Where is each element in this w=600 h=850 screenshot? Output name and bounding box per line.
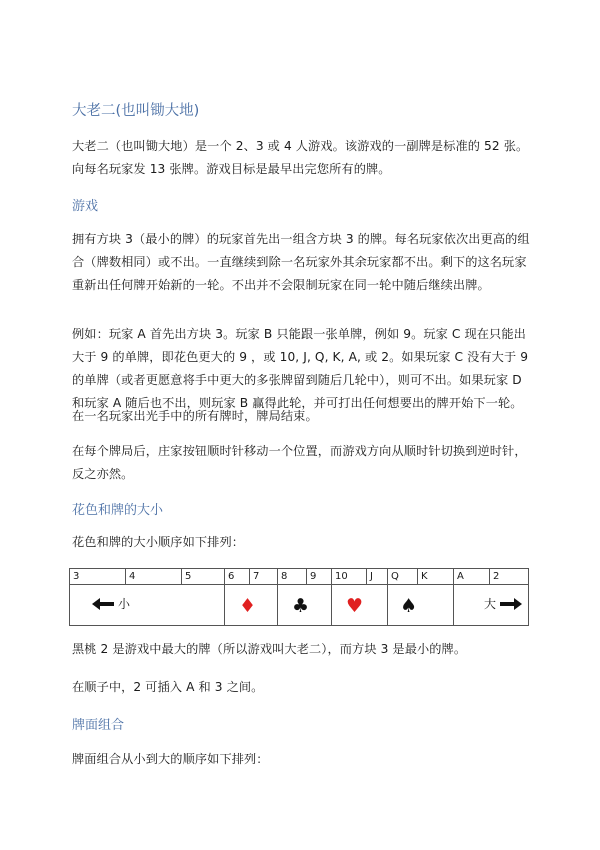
heart-icon: ♥ — [346, 595, 364, 617]
club-cell — [277, 585, 331, 626]
rank-cell: J — [366, 569, 387, 584]
big-arrow-cell — [453, 585, 529, 626]
small-label: 小 — [118, 597, 131, 611]
big-indicator — [484, 595, 522, 612]
rank-cell: 5 — [181, 569, 224, 584]
rank-cell: 10 — [331, 569, 366, 584]
combinations-paragraph: 牌面组合从小到大的顺序如下排列： — [72, 752, 269, 766]
arrow-left-icon — [92, 598, 114, 610]
club-icon: ♣ — [292, 595, 310, 617]
big-label: 大 — [484, 597, 497, 611]
rank-cell: 8 — [277, 569, 306, 584]
rank-cell: 9 — [306, 569, 331, 584]
rank-cell: A — [453, 569, 489, 584]
spade-icon: ♠ — [400, 595, 418, 617]
section-heading-suits: 花色和牌的大小 — [72, 503, 164, 518]
section-heading-combinations: 牌面组合 — [72, 718, 125, 733]
rank-cell: K — [417, 569, 453, 584]
page-title: 大老二(也叫锄大地) — [72, 103, 200, 119]
arrow-right-icon — [500, 598, 522, 610]
diamond-icon: ♦ — [239, 595, 257, 617]
rank-cell: 4 — [125, 569, 181, 584]
rank-cell: 3 — [73, 571, 80, 582]
suit-row — [70, 585, 528, 626]
game-paragraph-3: 在一名玩家出光手中的所有牌时，牌局结束。 — [72, 409, 318, 423]
rank-order-table — [69, 568, 529, 626]
heart-cell — [331, 585, 387, 626]
game-paragraph-2: 例如：玩家 A 首先出方块 3。玩家 B 只能跟一张单牌，例如 9。玩家 C 现在只能出大于 9 的单牌，即花色更大的 9 ，或 10, J, Q, K, A, 或 2。如果玩家 C 没有大于 9 的单牌（或者更愿意将手中更大的多张牌留到随后几轮中），则可不出。如果玩家 D 和玩家 A 随后也不出，则玩家 B 赢得此轮，并可打出任何想要出的牌开始下一轮。 — [72, 327, 529, 410]
small-indicator — [92, 595, 130, 612]
section-heading-game: 游戏 — [72, 199, 99, 214]
rank-cell: 2 — [489, 569, 529, 584]
rank-cell: 6 — [224, 569, 249, 584]
after-table-paragraph-2: 在顺子中，2 可插入 A 和 3 之间。 — [72, 680, 264, 694]
rank-header-row — [70, 569, 528, 585]
after-table-paragraph-1: 黑桃 2 是游戏中最大的牌（所以游戏叫大老二），而方块 3 是最小的牌。 — [72, 642, 467, 656]
rank-cell: 7 — [249, 569, 277, 584]
small-arrow-cell — [70, 585, 224, 626]
suits-paragraph: 花色和牌的大小顺序如下排列： — [72, 535, 245, 549]
game-paragraph-4: 在每个牌局后，庄家按钮顺时针移动一个位置，而游戏方向从顺时针切换到逆时针，反之亦然。 — [72, 444, 527, 481]
game-paragraph-1: 拥有方块 3（最小的牌）的玩家首先出一组含方块 3 的牌。每名玩家依次出更高的组合（牌数相同）或不出。一直继续到除一名玩家外其余玩家都不出。剩下的这名玩家重新出任何牌开始新的一轮。不出并不会限制玩家在同一轮中随后继续出牌。 — [72, 232, 530, 292]
diamond-cell — [224, 585, 277, 626]
spade-cell — [387, 585, 453, 626]
intro-paragraph: 大老二（也叫锄大地）是一个 2、3 或 4 人游戏。该游戏的一副牌是标准的 52 张。向每名玩家发 13 张牌。游戏目标是最早出完您所有的牌。 — [72, 139, 529, 176]
rank-cell: Q — [387, 569, 417, 584]
